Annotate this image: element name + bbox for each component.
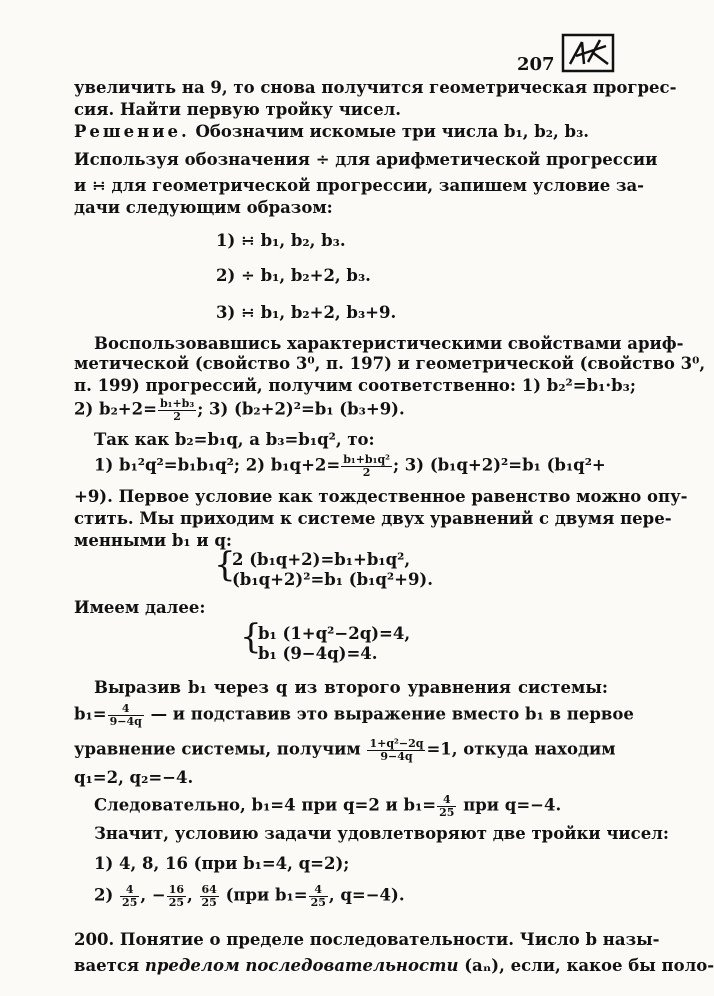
condition-1: 1) ∺ b₁, b₂, b₃. [216,231,346,250]
condition-2: 2) ÷ b₁, b₂+2, b₃. [216,266,371,285]
fraction [108,703,144,727]
denominator: 9−4q [109,714,142,728]
text-line: Так как b₂=b₁q, а b₃=b₁q², то: [94,430,375,449]
text-line: Значит, условию задачи удовлетворяют две тройки чисел: [94,824,669,843]
text-line: п. 199) прогрессий, получим соответственно: 1) b₂²=b₁·b₃; [74,376,636,395]
text-span: 1) b₁²q²=b₁b₁q²; 2) b₁q+2= [94,455,341,475]
italic-term: пределом последовательности [144,956,459,975]
numerator: 4 [120,884,139,897]
text-span: , − [140,885,166,905]
publisher-logo [562,34,614,72]
text-span: — и подставив это выражение вместо b₁ в первое [150,704,634,724]
text-line: q₁=2, q₂=−4. [74,768,194,787]
formula-line [94,884,608,908]
fraction [120,884,139,908]
numerator: 16 [168,883,184,896]
numerator: b₁+b₁q² [343,453,390,466]
text-line: Выразив b₁ через q из второго уравнения системы: [94,678,608,697]
formula-line [94,794,608,818]
text-span: 2) [94,885,114,905]
section-line [74,930,660,949]
text-line: +9). Первое условие как тождественное равенство можно опу- [74,487,688,506]
text-line: стить. Мы приходим к системе двух уравнений с двумя пере- [74,509,672,528]
denominator: 25 [168,895,184,909]
page-number: 207 [517,54,555,75]
denominator: 2 [173,409,181,423]
text-span: (при b₁= [225,885,308,905]
text-span: Следовательно, b₁=4 при q=2 и b₁= [94,795,437,815]
text-line: Воспользовавшись характеристическими свойствами ариф- [94,334,684,353]
system-eq-1: 2 (b₁q+2)=b₁+b₁q², [232,550,411,569]
fraction [437,794,456,818]
solution-heading: Решение. [74,122,190,141]
text-span: при q=−4. [463,795,562,815]
fraction [167,884,186,908]
fraction [309,884,328,908]
denominator: 25 [201,895,217,909]
denominator: 9−4q [380,749,413,763]
fraction [200,884,219,908]
text-span: b₁= [74,704,107,724]
text-span: вается [74,956,140,975]
text-line: Используя обозначения ÷ для арифметической прогрессии [74,150,658,169]
text-line [74,956,714,975]
fraction [158,398,196,422]
formula-line [94,454,612,478]
text-span: , [187,885,193,905]
denominator: 2 [362,465,371,479]
text-line: Имеем далее: [74,598,206,617]
formula-line [74,737,616,763]
system-eq-1: b₁ (1+q²−2q)=4, [258,624,411,643]
system-eq-2: b₁ (9−4q)=4. [258,644,378,663]
denominator: 25 [122,895,138,909]
numerator: 1+q²−2q [369,737,424,750]
text-line: сия. Найти первую тройку чисел. [74,100,401,119]
system-brace: { [214,545,236,585]
text-line: дачи следующим образом: [74,198,333,217]
formula-line [74,702,634,728]
text-span: 2) b₂+2= [74,399,157,419]
fraction [341,454,392,478]
text-span: Число b назы- [519,930,660,949]
text-line: увеличить на 9, то снова получится геометрическая прогрес- [74,78,677,97]
fraction [367,738,425,762]
text-line: менными b₁ и q: [74,531,232,550]
system-eq-2: (b₁q+2)²=b₁ (b₁q²+9). [232,570,433,589]
text-line: метической (свойство 3⁰, п. 197) и геометрической (свойство 3⁰, [74,354,706,373]
text-span: , q=−4). [328,885,405,905]
numerator: 4 [108,703,144,716]
text-span: ; 3) (b₁q+2)²=b₁ (b₁q²+ [392,455,606,475]
text-span: уравнение системы, получим [74,739,361,759]
denominator: 25 [439,805,455,819]
condition-3: 3) ∺ b₁, b₂+2, b₃+9. [216,303,397,322]
numerator: b₁+b₃ [159,397,195,410]
text-span: Обозначим искомые три числа b₁, b₂, b₃. [195,122,590,141]
system-brace: { [240,617,262,657]
section-heading: 200. Понятие о пределе последовательности. [74,930,515,949]
denominator: 25 [310,895,326,909]
solution-line [74,124,608,141]
formula-line [74,398,608,422]
text-span: =1, откуда находим [426,739,616,759]
numerator: 4 [309,884,328,897]
numerator: 4 [437,794,456,807]
text-line: и ∺ для геометрической прогрессии, запишем условие за- [74,176,645,195]
text-line: 1) 4, 8, 16 (при b₁=4, q=2); [94,854,350,873]
text-span: ; 3) (b₂+2)²=b₁ (b₃+9). [197,399,405,419]
numerator: 64 [201,883,217,896]
text-span: (aₙ), если, какое бы поло- [464,956,714,975]
